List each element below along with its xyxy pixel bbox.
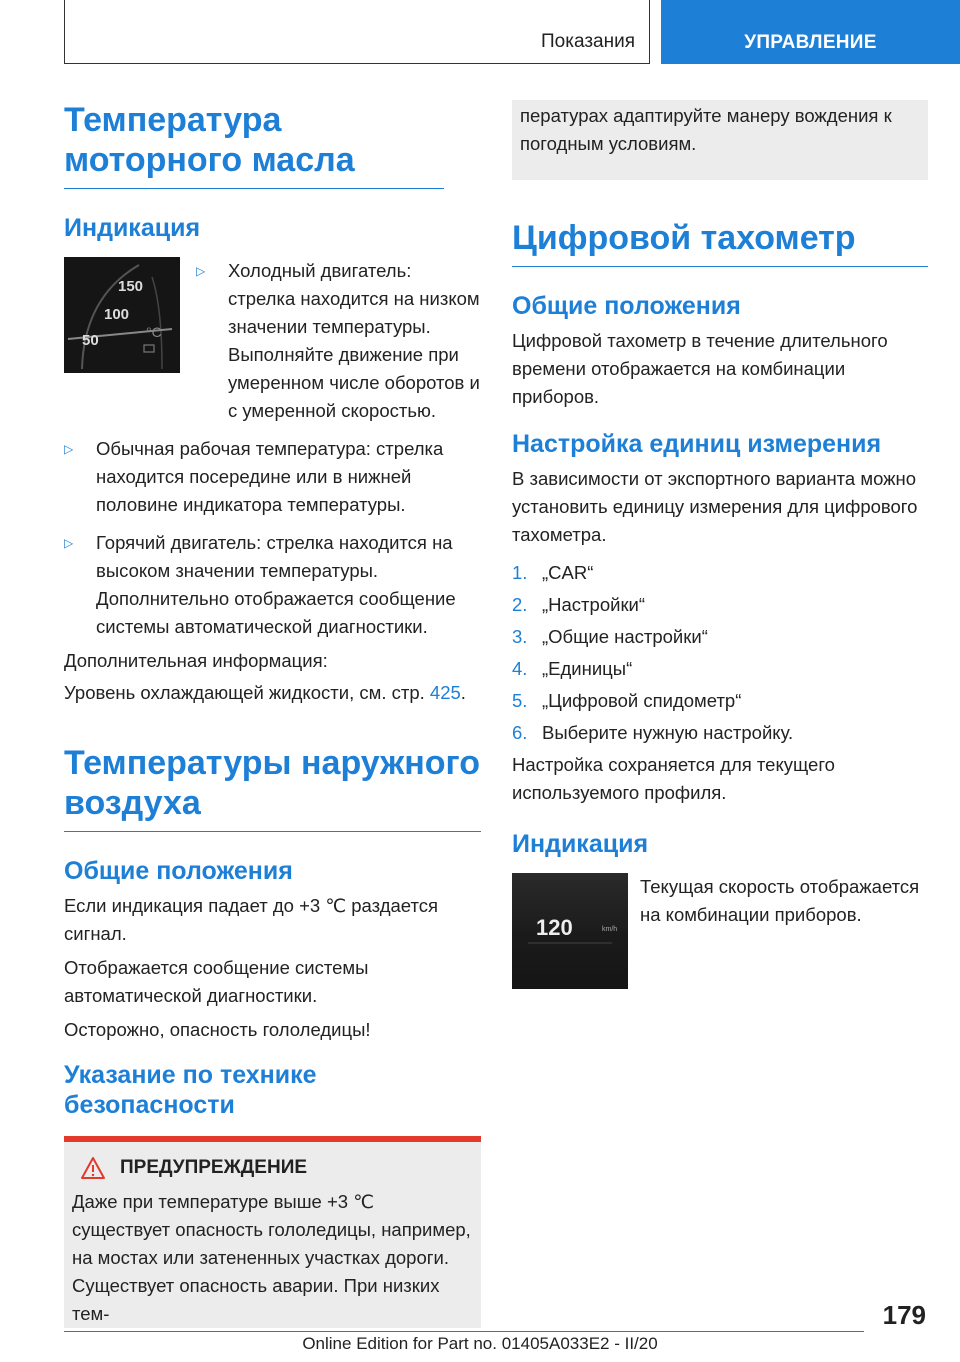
temperature-bullets bbox=[64, 435, 481, 641]
heading-general-right: Общие положения bbox=[512, 292, 741, 320]
bullet-normal-text: Обычная рабочая температура: стрелка находится посередине или в нижней половине индикатора температуры. bbox=[96, 438, 444, 515]
header-section-tab bbox=[64, 0, 650, 64]
footer-divider bbox=[64, 1331, 864, 1332]
header-chapter-tab bbox=[661, 0, 960, 64]
heading-indication-right: Индикация bbox=[512, 830, 649, 858]
bullet-triangle-icon: ▷ bbox=[196, 264, 206, 278]
oil-gauge-row bbox=[64, 257, 481, 425]
list-item: 2. „Настройки“ bbox=[512, 594, 646, 615]
footer-edition-text: Online Edition for Part no. 01405A033E2 - II/20 bbox=[302, 1334, 658, 1353]
speed-text: Текущая скорость отображается на комбинации приборов. bbox=[640, 876, 920, 925]
heading-digital-tachometer: Цифровой тахометр bbox=[512, 218, 928, 267]
warning-triangle-icon bbox=[80, 1156, 106, 1180]
speed-value: 120 bbox=[536, 915, 573, 940]
list-item: 3. „Общие настройки“ bbox=[512, 626, 708, 647]
steps-list bbox=[512, 557, 928, 749]
hot-engine-item bbox=[64, 529, 481, 641]
right-column bbox=[512, 100, 928, 989]
coolant-reference-text: Уровень охлаждающей жидкости, см. стр. bbox=[64, 682, 425, 703]
ice-warning-text: Осторожно, опасность гололедицы! bbox=[64, 1019, 371, 1040]
speed-display-row bbox=[512, 873, 928, 989]
header-section-label: Показания bbox=[541, 31, 635, 52]
oil-temperature-gauge-image bbox=[64, 257, 180, 373]
bullet-triangle-icon: ▷ bbox=[64, 536, 74, 550]
coolant-reference: Уровень охлаждающей жидкости, см. стр. 425. bbox=[64, 682, 466, 703]
warning-text: Даже при температуре выше +3 ℃ существует опасность гололедицы, например, на мостах или затененных участках дороги. Существует опасность аварии. При низких тем- bbox=[72, 1191, 471, 1324]
bullet-hot-text: Горячий двигатель: стрелка находится на высоком значении температуры. Дополнительно отображается сообщение системы автоматической диагностики. bbox=[96, 532, 456, 637]
coolant-page-link[interactable]: 425 bbox=[429, 682, 461, 703]
normal-temp-item bbox=[64, 435, 481, 519]
heading-general: Общие положения bbox=[64, 857, 293, 885]
warning-title: ПРЕДУПРЕЖДЕНИЕ bbox=[120, 1157, 308, 1178]
list-item: 1. „CAR“ bbox=[512, 562, 594, 583]
heading-outside-temperature: Температуры наружного воздуха bbox=[64, 743, 481, 832]
left-column bbox=[64, 100, 481, 1328]
warning-box-continued bbox=[512, 100, 928, 180]
warning-continued-text: пературах адаптируйте манеру вождения к погодным условиям. bbox=[520, 105, 892, 154]
message-text: Отображается сообщение системы автоматической диагностики. bbox=[64, 957, 369, 1006]
header-chapter-label: УПРАВЛЕНИЕ bbox=[744, 32, 877, 53]
speed-unit: km/h bbox=[602, 926, 618, 933]
signal-text: Если индикация падает до +3 ℃ раздается сигнал. bbox=[64, 895, 438, 944]
digital-speed-image bbox=[512, 873, 628, 989]
list-item: 6. Выберите нужную настройку. bbox=[512, 722, 794, 743]
more-info-text: Дополнительная информация: bbox=[64, 650, 328, 671]
heading-units: Настройка единиц измерения bbox=[512, 430, 882, 458]
saved-profile-text: Настройка сохраняется для текущего используемого профиля. bbox=[512, 754, 835, 803]
warning-box bbox=[64, 1136, 481, 1328]
gauge-tick-100: 100 bbox=[104, 306, 130, 323]
gauge-tick-150: 150 bbox=[118, 278, 144, 295]
warning-header bbox=[80, 1156, 473, 1180]
gauge-tick-50: 50 bbox=[82, 332, 99, 349]
gauge-unit: °C bbox=[146, 324, 162, 340]
bullet-cold-text: Холодный двигатель: стрелка находится на низком значении температуры. Выполняйте движение при умеренном числе оборотов и с умеренной скоростью. bbox=[228, 260, 480, 421]
units-text: В зависимости от экспортного варианта можно установить единицу измерения для цифрового тахометра. bbox=[512, 468, 918, 545]
heading-safety: Указание по технике безопасности bbox=[64, 1061, 317, 1119]
tacho-general-text: Цифровой тахометр в течение длительного времени отображается на комбинации приборов. bbox=[512, 330, 888, 407]
heading-oil-temperature: Температура моторного масла bbox=[64, 100, 444, 189]
list-item: 5. „Цифровой спидометр“ bbox=[512, 690, 742, 711]
heading-indication: Индикация bbox=[64, 214, 201, 242]
bullet-triangle-icon: ▷ bbox=[64, 442, 74, 456]
footer-edition bbox=[0, 1334, 960, 1354]
speed-description bbox=[640, 873, 928, 989]
page-number: 179 bbox=[882, 1300, 926, 1330]
list-item: 4. „Единицы“ bbox=[512, 658, 633, 679]
cold-engine-item bbox=[196, 257, 481, 425]
